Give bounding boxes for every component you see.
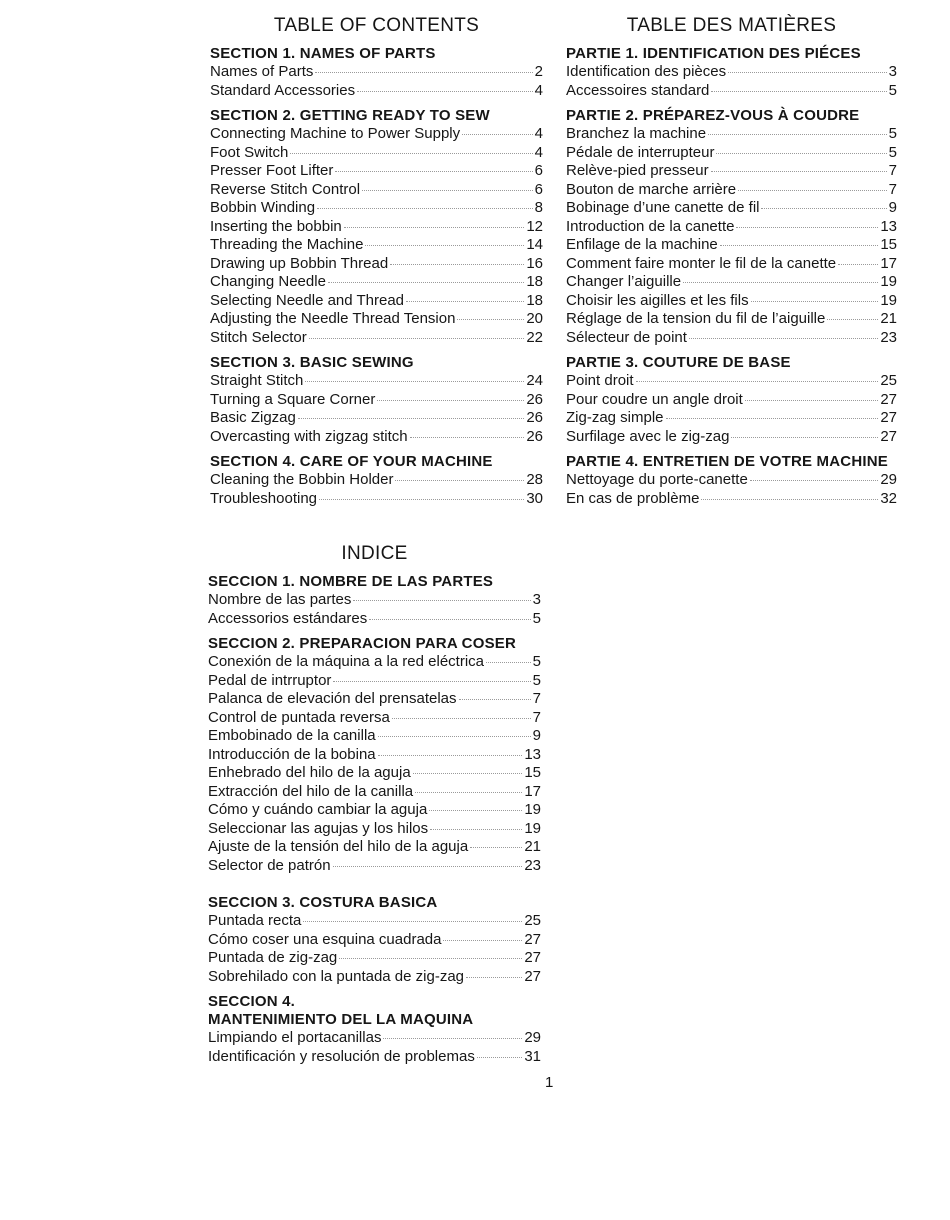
entry-label: Standard Accessories — [210, 81, 356, 99]
toc-entry — [208, 672, 541, 691]
toc-entry — [208, 820, 541, 839]
entry-label: Changing Needle — [210, 273, 326, 290]
toc-entry — [566, 63, 897, 82]
entry-page-number: 13 — [880, 217, 897, 235]
entry-page-number: 27 — [524, 930, 541, 948]
toc-entry — [210, 63, 543, 82]
entry-label: Pour coudre un angle droit — [566, 390, 743, 408]
sections-english — [210, 45, 543, 508]
toc-entry — [210, 218, 543, 237]
entry-page-number: 17 — [524, 782, 541, 800]
entry-page-number: 7 — [888, 180, 897, 198]
entry-label: Seleccionar las agujas y los hilos — [208, 819, 429, 837]
entry-page-number: 25 — [524, 912, 541, 929]
toc-english — [210, 14, 543, 508]
entry-label: Control de puntada reversa — [208, 708, 390, 726]
dot-leader — [369, 619, 530, 620]
entry-label: Reverse Stitch Control — [210, 180, 361, 198]
dot-leader — [701, 499, 878, 500]
section-heading: SECTION 3. BASIC SEWING — [210, 354, 414, 371]
entry-label: Cómo y cuándo cambiar la aguja — [208, 801, 428, 818]
dot-leader — [395, 480, 524, 481]
toc-entry — [566, 162, 897, 181]
entry-label: Identification des pièces — [566, 63, 727, 80]
entry-page-number: 14 — [526, 236, 543, 253]
entry-label: Puntada de zig-zag — [208, 949, 338, 966]
toc-french — [566, 14, 897, 508]
entry-page-number: 16 — [526, 254, 543, 272]
entry-label: Accessorios estándares — [208, 609, 368, 627]
entry-page-number: 5 — [532, 671, 541, 689]
dot-leader — [362, 190, 533, 191]
entry-page-number: 20 — [526, 310, 543, 327]
toc-entry — [566, 199, 897, 218]
entry-page-number: 6 — [534, 180, 543, 198]
entry-label: Ajuste de la tensión del hilo de la aguja — [208, 838, 469, 855]
entry-label: Pédale de interrupteur — [566, 143, 715, 161]
toc-entry — [566, 82, 897, 101]
entry-page-number: 32 — [880, 489, 897, 507]
dot-leader — [457, 319, 524, 320]
dot-leader — [319, 499, 524, 500]
entry-label: Changer l’aiguille — [566, 273, 682, 290]
dot-leader — [486, 662, 531, 663]
entry-page-number: 5 — [888, 81, 897, 99]
toc-entry — [566, 181, 897, 200]
dot-leader — [317, 208, 533, 209]
toc-entry — [566, 236, 897, 255]
section-heading: PARTIE 2. PRÉPAREZ-VOUS À COUDRE — [566, 107, 860, 124]
entry-label: Zig-zag simple — [566, 409, 664, 426]
section-heading: PARTIE 3. COUTURE DE BASE — [566, 354, 791, 371]
dot-leader — [750, 480, 879, 481]
toc-title-english: TABLE OF CONTENTS — [273, 15, 480, 36]
toc-section — [208, 993, 541, 1066]
section-heading: SECCION 2. PREPARACION PARA COSER — [208, 635, 517, 652]
entry-page-number: 23 — [880, 328, 897, 346]
dot-leader — [462, 134, 533, 135]
entry-label: Comment faire monter le fil de la canette — [566, 254, 837, 272]
entry-label: Bobinage d’une canette de fil — [566, 199, 760, 216]
entry-label: Straight Stitch — [210, 372, 304, 389]
dot-leader — [666, 418, 879, 419]
entry-label: Puntada recta — [208, 912, 302, 929]
dot-leader — [328, 282, 524, 283]
toc-section — [210, 453, 543, 508]
entry-page-number: 29 — [524, 1029, 541, 1046]
entry-page-number: 3 — [888, 63, 897, 80]
entry-label: Inserting the bobbin — [210, 217, 342, 235]
entry-page-number: 7 — [888, 162, 897, 179]
dot-leader — [745, 400, 879, 401]
entry-label: Bobbin Winding — [210, 199, 316, 216]
entry-page-number: 19 — [880, 291, 897, 309]
toc-entry — [208, 968, 541, 987]
entry-page-number: 7 — [532, 708, 541, 726]
entry-label: Enfilage de la machine — [566, 236, 718, 253]
entry-label: Conexión de la máquina a la red eléctrica — [208, 653, 484, 670]
toc-entry — [210, 329, 543, 348]
entry-label: Relève-pied presseur — [566, 162, 709, 179]
entry-page-number: 26 — [526, 409, 543, 426]
entry-page-number: 9 — [532, 727, 541, 744]
dot-leader — [410, 437, 525, 438]
entry-label: Foot Switch — [210, 143, 289, 161]
toc-entry — [566, 428, 897, 447]
entry-page-number: 29 — [880, 471, 897, 488]
toc-entry — [208, 690, 541, 709]
dot-leader — [383, 1038, 522, 1039]
entry-page-number: 4 — [534, 81, 543, 99]
entry-label: Nombre de las partes — [208, 591, 352, 608]
entry-label: Choisir les aigilles et les fils — [566, 291, 749, 309]
dot-leader — [309, 338, 525, 339]
dot-leader — [466, 977, 522, 978]
entry-page-number: 5 — [532, 653, 541, 670]
toc-entry — [566, 391, 897, 410]
entry-page-number: 30 — [526, 489, 543, 507]
entry-page-number: 5 — [532, 609, 541, 627]
entry-page-number: 27 — [524, 967, 541, 985]
entry-label: Surfilage avec le zig-zag — [566, 427, 730, 445]
entry-page-number: 7 — [532, 690, 541, 707]
toc-entry — [210, 490, 543, 509]
dot-leader — [751, 301, 879, 302]
entry-label: Adjusting the Needle Thread Tension — [210, 310, 456, 327]
toc-entry — [208, 1048, 541, 1067]
toc-entry — [566, 292, 897, 311]
entry-page-number: 25 — [880, 372, 897, 389]
toc-entry — [208, 838, 541, 857]
entry-label: Threading the Machine — [210, 236, 364, 253]
toc-section — [566, 107, 897, 347]
entry-label: Limpiando el portacanillas — [208, 1029, 382, 1046]
entry-label: Bouton de marche arrière — [566, 180, 737, 198]
entry-page-number: 27 — [524, 949, 541, 966]
entry-label: Embobinado de la canilla — [208, 727, 376, 744]
entry-label: Basic Zigzag — [210, 409, 296, 426]
dot-leader — [636, 381, 879, 382]
dot-leader — [315, 72, 532, 73]
dot-leader — [305, 381, 524, 382]
dot-leader — [390, 264, 524, 265]
toc-entry — [566, 125, 897, 144]
dot-leader — [344, 227, 525, 228]
toc-entry — [566, 409, 897, 428]
toc-section — [210, 354, 543, 446]
toc-section — [208, 573, 541, 628]
dot-leader — [378, 755, 523, 756]
section-heading: PARTIE 4. ENTRETIEN DE VOTRE MACHINE — [566, 453, 888, 470]
entry-page-number: 12 — [526, 217, 543, 235]
entry-label: Sélecteur de point — [566, 328, 687, 346]
toc-section — [566, 453, 897, 508]
entry-page-number: 21 — [524, 838, 541, 855]
entry-label: Introducción de la bobina — [208, 745, 376, 763]
dot-leader — [738, 190, 887, 191]
toc-entry — [210, 292, 543, 311]
toc-entry — [208, 610, 541, 629]
entry-label: Sobrehilado con la puntada de zig-zag — [208, 967, 465, 985]
entry-label: Cómo coser una esquina cuadrada — [208, 930, 442, 948]
section-heading: SECCION 4. — [208, 993, 296, 1010]
dot-leader — [377, 400, 524, 401]
entry-label: Réglage de la tension du fil de l’aiguille — [566, 310, 826, 327]
entry-label: Names of Parts — [210, 63, 314, 80]
dot-leader — [353, 600, 530, 601]
toc-title-spanish: INDICE — [341, 543, 408, 564]
toc-entry — [208, 709, 541, 728]
dot-leader — [415, 792, 522, 793]
entry-page-number: 27 — [880, 427, 897, 445]
entry-label: Selector de patrón — [208, 856, 331, 874]
entry-page-number: 22 — [526, 328, 543, 346]
entry-label: Accessoires standard — [566, 81, 710, 99]
dot-leader — [838, 264, 878, 265]
sections-french — [566, 45, 897, 508]
toc-section — [210, 45, 543, 100]
entry-page-number: 8 — [534, 199, 543, 216]
dot-leader — [406, 301, 524, 302]
dot-leader — [720, 245, 879, 246]
dot-leader — [335, 171, 532, 172]
entry-label: Turning a Square Corner — [210, 390, 376, 408]
toc-entry — [208, 764, 541, 783]
section-heading: SECTION 2. GETTING READY TO SEW — [210, 107, 490, 124]
entry-page-number: 5 — [888, 125, 897, 142]
dot-leader — [357, 91, 533, 92]
entry-page-number: 18 — [526, 291, 543, 309]
dot-leader — [298, 418, 524, 419]
section-heading-line2: MANTENIMIENTO DEL LA MAQUINA — [208, 1011, 474, 1028]
entry-label: Palanca de elevación del prensatelas — [208, 690, 457, 707]
section-heading: PARTIE 1. IDENTIFICATION DES PIÉCES — [566, 45, 861, 62]
dot-leader — [731, 437, 878, 438]
entry-page-number: 24 — [526, 372, 543, 389]
toc-entry — [210, 199, 543, 218]
toc-entry — [210, 428, 543, 447]
toc-entry — [566, 310, 897, 329]
entry-page-number: 9 — [888, 199, 897, 216]
entry-page-number: 2 — [534, 63, 543, 80]
dot-leader — [459, 699, 531, 700]
dot-leader — [339, 958, 522, 959]
toc-section — [208, 894, 541, 986]
page-number: 1 — [545, 1074, 554, 1091]
toc-entry — [566, 329, 897, 348]
entry-label: Drawing up Bobbin Thread — [210, 254, 389, 272]
dot-leader — [429, 810, 522, 811]
entry-page-number: 17 — [880, 254, 897, 272]
entry-page-number: 27 — [880, 390, 897, 408]
toc-entry — [210, 144, 543, 163]
entry-label: Identificación y resolución de problemas — [208, 1047, 475, 1065]
entry-page-number: 31 — [524, 1047, 541, 1065]
entry-page-number: 26 — [526, 390, 543, 408]
entry-label: Pedal de intrruptor — [208, 671, 332, 689]
dot-leader — [378, 736, 531, 737]
section-heading: SECTION 1. NAMES OF PARTS — [210, 45, 436, 62]
dot-leader — [716, 153, 886, 154]
toc-entry — [566, 372, 897, 391]
toc-entry — [208, 931, 541, 950]
entry-label: Stitch Selector — [210, 328, 307, 346]
toc-entry — [210, 310, 543, 329]
section-heading: SECCION 3. COSTURA BASICA — [208, 894, 438, 911]
toc-section — [566, 45, 897, 100]
entry-page-number: 19 — [524, 801, 541, 818]
entry-label: Point droit — [566, 372, 634, 389]
entry-label: Presser Foot Lifter — [210, 162, 334, 179]
toc-entry — [210, 181, 543, 200]
toc-entry — [210, 255, 543, 274]
dot-leader — [333, 681, 530, 682]
toc-spanish — [208, 542, 541, 1066]
entry-page-number: 15 — [880, 236, 897, 253]
toc-entry — [566, 255, 897, 274]
entry-page-number: 28 — [526, 471, 543, 488]
dot-leader — [761, 208, 886, 209]
toc-title-french: TABLE DES MATIÈRES — [626, 15, 837, 36]
entry-page-number: 19 — [524, 819, 541, 837]
entry-page-number: 15 — [524, 764, 541, 781]
dot-leader — [736, 227, 878, 228]
entry-page-number: 13 — [524, 745, 541, 763]
entry-label: Extracción del hilo de la canilla — [208, 782, 414, 800]
toc-entry — [208, 801, 541, 820]
toc-entry — [210, 391, 543, 410]
dot-leader — [333, 866, 523, 867]
entry-page-number: 21 — [880, 310, 897, 327]
entry-label: Connecting Machine to Power Supply — [210, 125, 461, 142]
toc-entry — [210, 409, 543, 428]
dot-leader — [711, 171, 887, 172]
entry-page-number: 6 — [534, 162, 543, 179]
entry-label: En cas de problème — [566, 489, 700, 507]
toc-entry — [208, 727, 541, 746]
toc-entry — [210, 236, 543, 255]
entry-label: Cleaning the Bobbin Holder — [210, 471, 394, 488]
dot-leader — [708, 134, 887, 135]
toc-entry — [210, 471, 543, 490]
entry-page-number: 27 — [880, 409, 897, 426]
entry-page-number: 5 — [888, 143, 897, 161]
dot-leader — [683, 282, 878, 283]
dot-leader — [365, 245, 524, 246]
toc-entry — [208, 783, 541, 802]
toc-entry — [210, 162, 543, 181]
dot-leader — [430, 829, 522, 830]
entry-page-number: 19 — [880, 273, 897, 290]
dot-leader — [303, 921, 522, 922]
toc-entry — [208, 912, 541, 931]
toc-entry — [208, 949, 541, 968]
dot-leader — [711, 91, 886, 92]
toc-entry — [208, 746, 541, 765]
section-heading: SECTION 4. CARE OF YOUR MACHINE — [210, 453, 493, 470]
toc-entry — [566, 471, 897, 490]
entry-page-number: 4 — [534, 143, 543, 161]
entry-label: Troubleshooting — [210, 489, 318, 507]
toc-entry — [566, 144, 897, 163]
entry-label: Branchez la machine — [566, 125, 707, 142]
entry-label: Enhebrado del hilo de la aguja — [208, 764, 411, 781]
toc-entry — [210, 82, 543, 101]
toc-entry — [566, 273, 897, 292]
entry-label: Overcasting with zigzag stitch — [210, 427, 408, 445]
dot-leader — [470, 847, 522, 848]
toc-section — [208, 635, 541, 875]
dot-leader — [689, 338, 878, 339]
toc-section — [210, 107, 543, 347]
dot-leader — [290, 153, 532, 154]
dot-leader — [827, 319, 878, 320]
sections-spanish — [208, 573, 541, 1066]
dot-leader — [392, 718, 531, 719]
toc-entry — [208, 1029, 541, 1048]
entry-page-number: 26 — [526, 427, 543, 445]
entry-label: Introduction de la canette — [566, 217, 735, 235]
dot-leader — [413, 773, 523, 774]
toc-entry — [208, 857, 541, 876]
entry-page-number: 23 — [524, 856, 541, 874]
toc-entry — [210, 372, 543, 391]
toc-section — [566, 354, 897, 446]
entry-label: Selecting Needle and Thread — [210, 291, 405, 309]
entry-page-number: 18 — [526, 273, 543, 290]
dot-leader — [477, 1057, 522, 1058]
toc-entry — [566, 490, 897, 509]
toc-entry — [566, 218, 897, 237]
toc-entry — [210, 273, 543, 292]
toc-entry — [208, 653, 541, 672]
toc-entry — [208, 591, 541, 610]
section-heading: SECCION 1. NOMBRE DE LAS PARTES — [208, 573, 494, 590]
entry-label: Nettoyage du porte-canette — [566, 471, 748, 488]
dot-leader — [728, 72, 887, 73]
entry-page-number: 4 — [534, 125, 543, 142]
dot-leader — [443, 940, 522, 941]
toc-entry — [210, 125, 543, 144]
entry-page-number: 3 — [532, 591, 541, 608]
